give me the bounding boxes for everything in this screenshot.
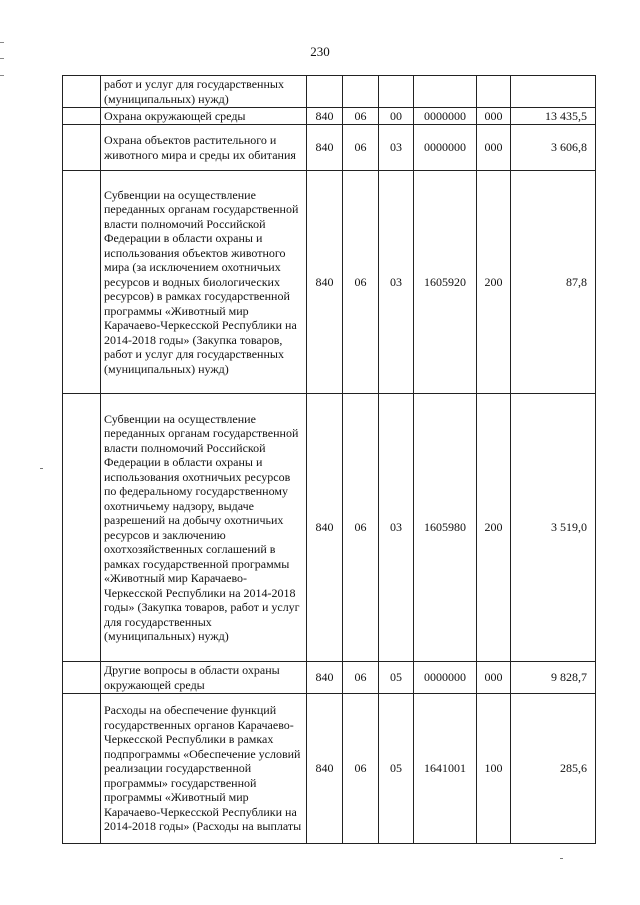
- item-name: Другие вопросы в области охраны окружающей среды: [101, 662, 307, 694]
- table-row: [63, 108, 596, 125]
- section-code: [343, 76, 379, 108]
- item-name: Охрана объектов растительного и животного мира и среды их обитания: [101, 125, 307, 171]
- target-article-code: 0000000: [414, 108, 477, 125]
- amount: 13 435,5: [511, 108, 596, 125]
- expense-type-code: 000: [477, 108, 511, 125]
- page-number: 230: [310, 44, 330, 59]
- amount: 9 828,7: [511, 662, 596, 694]
- scan-mark: [40, 468, 43, 469]
- amount: [511, 76, 596, 108]
- subsection-code: 03: [379, 125, 414, 171]
- item-name: Субвенции на осуществление переданных органам государственной власти полномочий Российской Федерации в области охраны и использования охотничьих ресурсов по федеральному государственному охотничьему надзору, выдаче разрешений на добычу охотничьих ресурсов и заключению охотхозяйственных соглашений в рамках государственной программы «Животный мир Карачаево-Черкесской Республики на 2014-2018 годы» (Закупка товаров, работ и услуг для государственных (муниципальных) нужд): [101, 394, 307, 662]
- index-cell: [63, 171, 101, 394]
- subsection-code: 05: [379, 662, 414, 694]
- subsection-code: 03: [379, 394, 414, 662]
- expense-type-code: 200: [477, 171, 511, 394]
- index-cell: [63, 662, 101, 694]
- section-code: 06: [343, 125, 379, 171]
- ved-code: 840: [307, 125, 343, 171]
- section-code: 06: [343, 694, 379, 844]
- ved-code: 840: [307, 662, 343, 694]
- table-row: [63, 125, 596, 171]
- table-row: [63, 662, 596, 694]
- section-code: 06: [343, 171, 379, 394]
- item-name: Расходы на обеспечение функций государственных органов Карачаево-Черкесской Республики в рамках подпрограммы «Обеспечение условий реализации государственной программы» государственной программы «Животный мир Карачаево-Черкесской Республики на 2014-2018 годы» (Расходы на выплаты: [101, 694, 307, 844]
- section-code: 06: [343, 662, 379, 694]
- item-name: Охрана окружающей среды: [101, 108, 307, 125]
- target-article-code: 1605980: [414, 394, 477, 662]
- item-name: работ и услуг для государственных (муниципальных) нужд): [101, 76, 307, 108]
- scan-mark: [0, 75, 4, 76]
- ved-code: 840: [307, 694, 343, 844]
- expense-type-code: [477, 76, 511, 108]
- ved-code: [307, 76, 343, 108]
- index-cell: [63, 394, 101, 662]
- index-cell: [63, 694, 101, 844]
- amount: 3 519,0: [511, 394, 596, 662]
- budget-table: [62, 75, 596, 844]
- target-article-code: 1641001: [414, 694, 477, 844]
- target-article-code: 1605920: [414, 171, 477, 394]
- index-cell: [63, 76, 101, 108]
- target-article-code: 0000000: [414, 662, 477, 694]
- target-article-code: 0000000: [414, 125, 477, 171]
- subsection-code: 03: [379, 171, 414, 394]
- table-row: [63, 694, 596, 844]
- subsection-code: 05: [379, 694, 414, 844]
- scan-mark: [0, 58, 4, 59]
- expense-type-code: 100: [477, 694, 511, 844]
- expense-type-code: 000: [477, 662, 511, 694]
- scan-mark: [560, 858, 563, 859]
- expense-type-code: 000: [477, 125, 511, 171]
- item-name: Субвенции на осуществление переданных органам государственной власти полномочий Российской Федерации в области охраны и использования объектов животного мира (за исключением охотничьих ресурсов и водных биологических ресурсов) в рамках государственной программы «Животный мир Карачаево-Черкесской Республики на 2014-2018 годы» (Закупка товаров, работ и услуг для государственных (муниципальных) нужд): [101, 171, 307, 394]
- subsection-code: 00: [379, 108, 414, 125]
- amount: 3 606,8: [511, 125, 596, 171]
- target-article-code: [414, 76, 477, 108]
- ved-code: 840: [307, 171, 343, 394]
- section-code: 06: [343, 394, 379, 662]
- table-row: [63, 76, 596, 108]
- scan-mark: [0, 42, 4, 43]
- table-row: [63, 171, 596, 394]
- section-code: 06: [343, 108, 379, 125]
- amount: 87,8: [511, 171, 596, 394]
- index-cell: [63, 125, 101, 171]
- ved-code: 840: [307, 394, 343, 662]
- expense-type-code: 200: [477, 394, 511, 662]
- index-cell: [63, 108, 101, 125]
- table-row: [63, 394, 596, 662]
- amount: 285,6: [511, 694, 596, 844]
- ved-code: 840: [307, 108, 343, 125]
- subsection-code: [379, 76, 414, 108]
